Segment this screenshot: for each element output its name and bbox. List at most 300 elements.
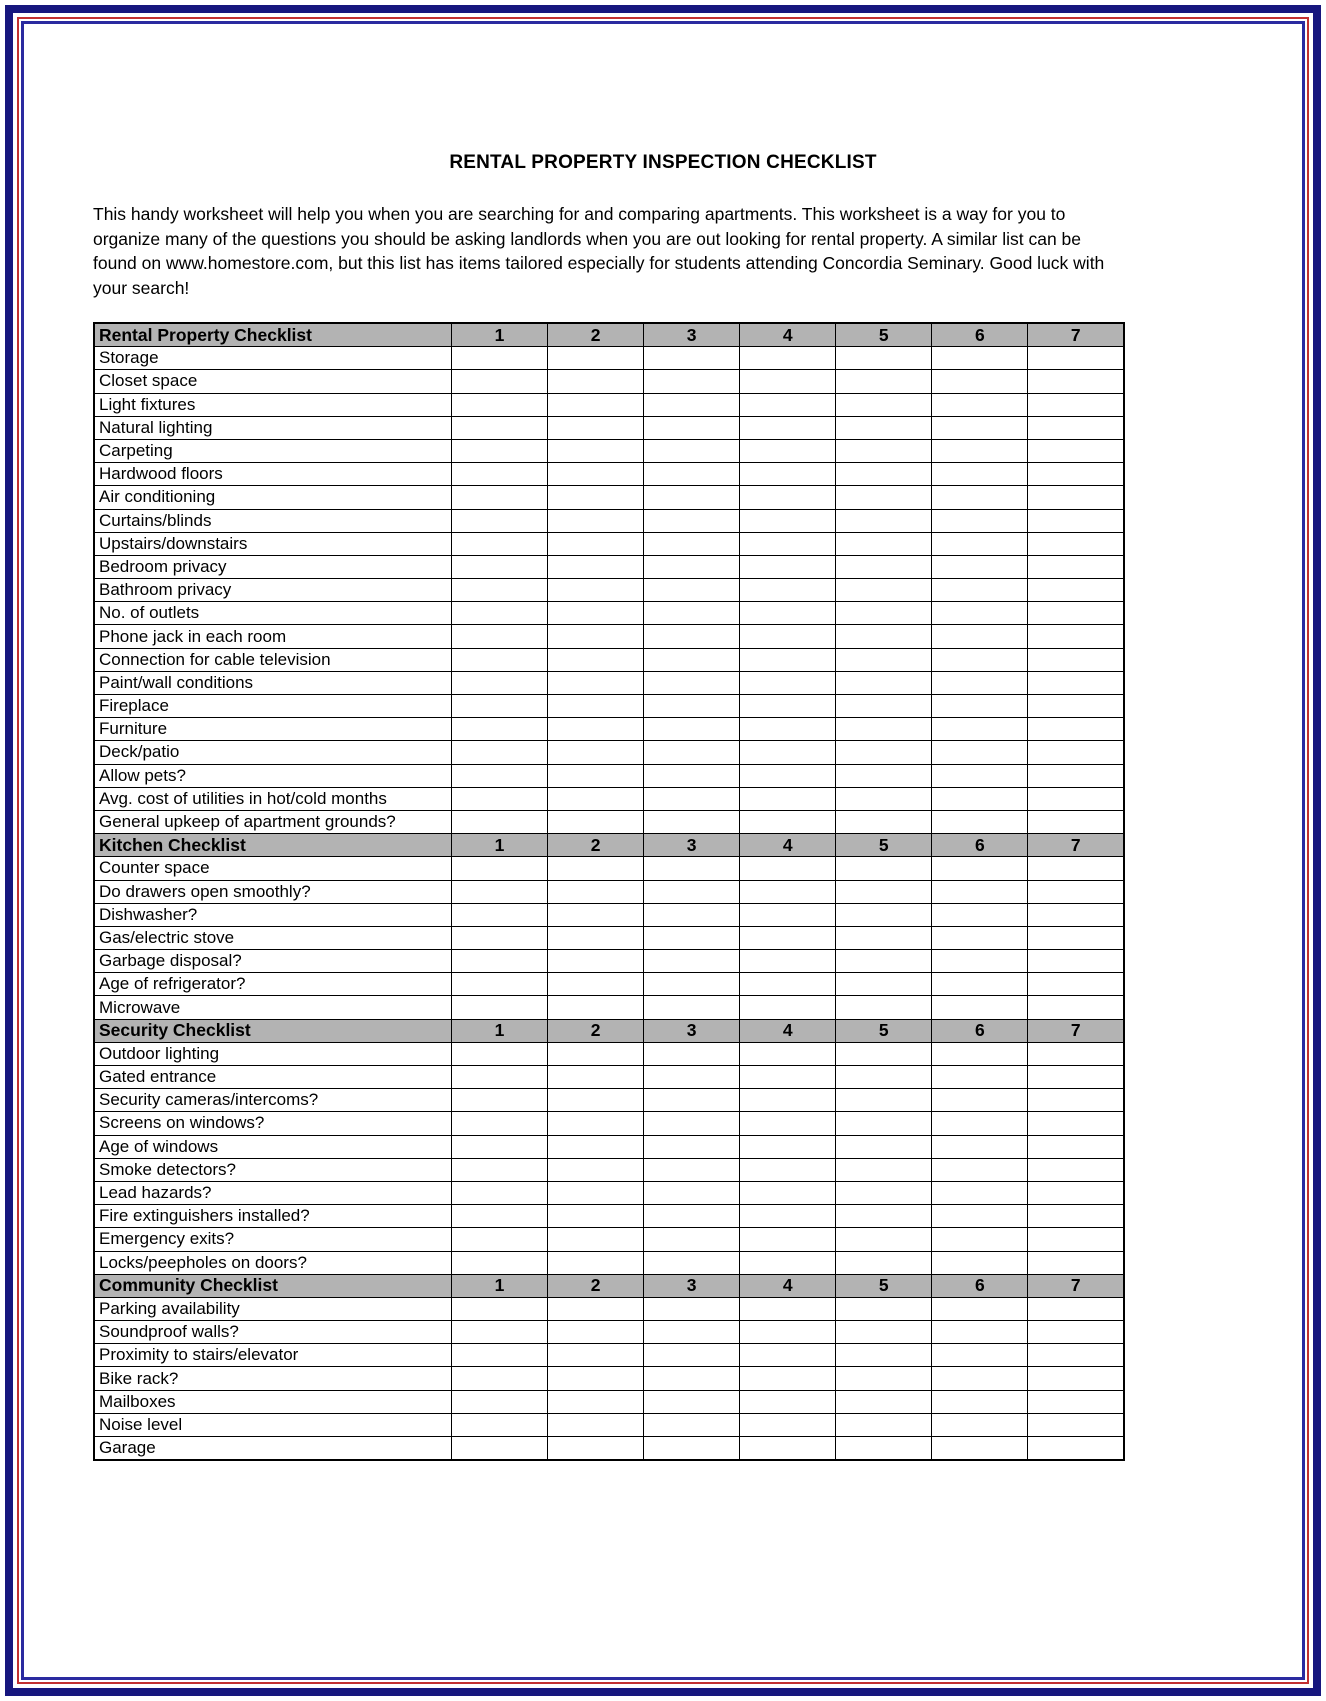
row-label: Bike rack? bbox=[94, 1367, 452, 1390]
checklist-cell bbox=[644, 996, 740, 1019]
column-header: 5 bbox=[836, 834, 932, 857]
checklist-cell bbox=[548, 439, 644, 462]
column-header: 5 bbox=[836, 1274, 932, 1297]
checklist-cell bbox=[836, 602, 932, 625]
checklist-cell bbox=[644, 1181, 740, 1204]
column-header: 6 bbox=[932, 323, 1028, 347]
row-label: Dishwasher? bbox=[94, 903, 452, 926]
checklist-cell bbox=[548, 1437, 644, 1461]
checklist-cell bbox=[452, 880, 548, 903]
checklist-cell bbox=[1028, 1205, 1124, 1228]
checklist-cell bbox=[452, 1437, 548, 1461]
checklist-cell bbox=[1028, 1413, 1124, 1436]
checklist-cell bbox=[452, 857, 548, 880]
page-content bbox=[93, 0, 1233, 1461]
checklist-cell bbox=[548, 810, 644, 833]
checklist-cell bbox=[836, 787, 932, 810]
checklist-cell bbox=[932, 996, 1028, 1019]
checklist-cell bbox=[1028, 1321, 1124, 1344]
checklist-cell bbox=[548, 973, 644, 996]
checklist-cell bbox=[836, 1251, 932, 1274]
checklist-cell bbox=[836, 695, 932, 718]
checklist-cell bbox=[836, 880, 932, 903]
checklist-cell bbox=[836, 857, 932, 880]
column-header: 7 bbox=[1028, 323, 1124, 347]
checklist-cell bbox=[740, 718, 836, 741]
checklist-cell bbox=[452, 393, 548, 416]
checklist-cell bbox=[452, 439, 548, 462]
checklist-cell bbox=[740, 903, 836, 926]
checklist-cell bbox=[1028, 1135, 1124, 1158]
checklist-cell bbox=[836, 1390, 932, 1413]
row-label: Fireplace bbox=[94, 695, 452, 718]
checklist-cell bbox=[1028, 996, 1124, 1019]
checklist-cell bbox=[836, 973, 932, 996]
row-label: Smoke detectors? bbox=[94, 1158, 452, 1181]
checklist-cell bbox=[644, 787, 740, 810]
checklist-cell bbox=[836, 926, 932, 949]
row-label: Upstairs/downstairs bbox=[94, 532, 452, 555]
checklist-cell bbox=[548, 764, 644, 787]
checklist-cell bbox=[836, 579, 932, 602]
checklist-cell bbox=[452, 370, 548, 393]
checklist-cell bbox=[932, 416, 1028, 439]
checklist-cell bbox=[452, 1228, 548, 1251]
checklist-cell bbox=[644, 625, 740, 648]
checklist-row bbox=[94, 1135, 1124, 1158]
checklist-cell bbox=[644, 857, 740, 880]
checklist-cell bbox=[1028, 347, 1124, 370]
checklist-cell bbox=[836, 532, 932, 555]
checklist-cell bbox=[644, 1344, 740, 1367]
checklist-row bbox=[94, 810, 1124, 833]
checklist-cell bbox=[836, 1066, 932, 1089]
checklist-cell bbox=[548, 1228, 644, 1251]
checklist-cell bbox=[1028, 625, 1124, 648]
checklist-cell bbox=[932, 1158, 1028, 1181]
checklist-cell bbox=[1028, 950, 1124, 973]
checklist-cell bbox=[740, 926, 836, 949]
checklist-cell bbox=[548, 648, 644, 671]
checklist-cell bbox=[836, 1112, 932, 1135]
checklist-row bbox=[94, 625, 1124, 648]
checklist-cell bbox=[452, 1181, 548, 1204]
checklist-cell bbox=[1028, 1390, 1124, 1413]
checklist-cell bbox=[740, 370, 836, 393]
checklist-cell bbox=[644, 579, 740, 602]
checklist-cell bbox=[932, 1367, 1028, 1390]
checklist-cell bbox=[1028, 416, 1124, 439]
row-label: Fire extinguishers installed? bbox=[94, 1205, 452, 1228]
checklist-row bbox=[94, 787, 1124, 810]
checklist-row bbox=[94, 973, 1124, 996]
checklist-cell bbox=[644, 1367, 740, 1390]
column-header: 3 bbox=[644, 1019, 740, 1042]
checklist-cell bbox=[740, 1413, 836, 1436]
column-header: 3 bbox=[644, 1274, 740, 1297]
checklist-cell bbox=[1028, 439, 1124, 462]
column-header: 3 bbox=[644, 834, 740, 857]
checklist-cell bbox=[452, 810, 548, 833]
checklist-cell bbox=[548, 486, 644, 509]
column-header: 4 bbox=[740, 1019, 836, 1042]
checklist-cell bbox=[548, 602, 644, 625]
row-label: No. of outlets bbox=[94, 602, 452, 625]
checklist-row bbox=[94, 996, 1124, 1019]
checklist-cell bbox=[740, 1344, 836, 1367]
row-label: Garbage disposal? bbox=[94, 950, 452, 973]
checklist-cell bbox=[548, 695, 644, 718]
checklist-row bbox=[94, 370, 1124, 393]
checklist-row bbox=[94, 602, 1124, 625]
row-label: Parking availability bbox=[94, 1297, 452, 1320]
column-header: 2 bbox=[548, 834, 644, 857]
row-label: Closet space bbox=[94, 370, 452, 393]
checklist-cell bbox=[740, 1181, 836, 1204]
checklist-row bbox=[94, 880, 1124, 903]
checklist-cell bbox=[740, 579, 836, 602]
checklist-cell bbox=[932, 787, 1028, 810]
column-header: 4 bbox=[740, 1274, 836, 1297]
column-header: 1 bbox=[452, 323, 548, 347]
checklist-cell bbox=[452, 1158, 548, 1181]
checklist-cell bbox=[548, 393, 644, 416]
checklist-cell bbox=[836, 463, 932, 486]
row-label: Avg. cost of utilities in hot/cold months bbox=[94, 787, 452, 810]
checklist-cell bbox=[548, 1089, 644, 1112]
column-header: 5 bbox=[836, 323, 932, 347]
checklist-row bbox=[94, 741, 1124, 764]
row-label: Age of refrigerator? bbox=[94, 973, 452, 996]
checklist-cell bbox=[932, 857, 1028, 880]
checklist-row bbox=[94, 1344, 1124, 1367]
checklist-cell bbox=[1028, 1228, 1124, 1251]
checklist-row bbox=[94, 695, 1124, 718]
checklist-cell bbox=[836, 1437, 932, 1461]
checklist-cell bbox=[932, 602, 1028, 625]
checklist-cell bbox=[548, 1297, 644, 1320]
checklist-cell bbox=[548, 926, 644, 949]
checklist-cell bbox=[836, 741, 932, 764]
checklist-cell bbox=[548, 1158, 644, 1181]
checklist-row bbox=[94, 718, 1124, 741]
checklist-cell bbox=[932, 1181, 1028, 1204]
checklist-cell bbox=[836, 1321, 932, 1344]
checklist-cell bbox=[644, 880, 740, 903]
checklist-cell bbox=[932, 486, 1028, 509]
checklist-cell bbox=[452, 741, 548, 764]
checklist-cell bbox=[644, 486, 740, 509]
checklist-cell bbox=[548, 416, 644, 439]
section-header-row bbox=[94, 834, 1124, 857]
column-header: 7 bbox=[1028, 834, 1124, 857]
checklist-row bbox=[94, 1367, 1124, 1390]
checklist-cell bbox=[740, 486, 836, 509]
checklist-cell bbox=[548, 532, 644, 555]
checklist-cell bbox=[836, 416, 932, 439]
checklist-cell bbox=[452, 1321, 548, 1344]
checklist-cell bbox=[932, 950, 1028, 973]
row-label: Storage bbox=[94, 347, 452, 370]
intro-paragraph: This handy worksheet will help you when you are searching for and comparing apartments. This worksheet is a way for you to organize many of the questions you should be asking landlords when you are out looking for rental property. A similar list can be found on www.homestore.com, but this list has items tailored especially for students attending Concordia Seminary. Good luck with your search! bbox=[93, 204, 1105, 298]
checklist-row bbox=[94, 1066, 1124, 1089]
checklist-cell bbox=[740, 509, 836, 532]
checklist-cell bbox=[644, 1158, 740, 1181]
checklist-cell bbox=[932, 973, 1028, 996]
checklist-cell bbox=[452, 555, 548, 578]
checklist-cell bbox=[452, 1297, 548, 1320]
checklist-cell bbox=[740, 1228, 836, 1251]
section-header-row bbox=[94, 323, 1124, 347]
column-header: 1 bbox=[452, 1019, 548, 1042]
checklist-cell bbox=[548, 579, 644, 602]
checklist-cell bbox=[452, 950, 548, 973]
checklist-cell bbox=[644, 903, 740, 926]
checklist-cell bbox=[452, 764, 548, 787]
checklist-cell bbox=[452, 532, 548, 555]
checklist-cell bbox=[932, 1089, 1028, 1112]
checklist-cell bbox=[740, 1321, 836, 1344]
row-label: Microwave bbox=[94, 996, 452, 1019]
checklist-cell bbox=[644, 718, 740, 741]
checklist-cell bbox=[740, 810, 836, 833]
checklist-cell bbox=[548, 1066, 644, 1089]
checklist-cell bbox=[452, 1042, 548, 1065]
checklist-cell bbox=[932, 903, 1028, 926]
checklist-cell bbox=[740, 950, 836, 973]
checklist-cell bbox=[740, 555, 836, 578]
checklist-cell bbox=[932, 509, 1028, 532]
checklist-cell bbox=[644, 1042, 740, 1065]
checklist-row bbox=[94, 1228, 1124, 1251]
checklist-row bbox=[94, 393, 1124, 416]
checklist-cell bbox=[836, 1089, 932, 1112]
checklist-cell bbox=[836, 648, 932, 671]
checklist-cell bbox=[1028, 555, 1124, 578]
column-header: 6 bbox=[932, 1274, 1028, 1297]
checklist-row bbox=[94, 1089, 1124, 1112]
checklist-cell bbox=[932, 579, 1028, 602]
checklist-cell bbox=[740, 1437, 836, 1461]
checklist-cell bbox=[740, 416, 836, 439]
checklist-cell bbox=[932, 1297, 1028, 1320]
checklist-row bbox=[94, 950, 1124, 973]
row-label: Carpeting bbox=[94, 439, 452, 462]
row-label: Allow pets? bbox=[94, 764, 452, 787]
checklist-cell bbox=[452, 903, 548, 926]
checklist-cell bbox=[836, 950, 932, 973]
checklist-cell bbox=[452, 1390, 548, 1413]
page-title: RENTAL PROPERTY INSPECTION CHECKLIST bbox=[449, 152, 877, 173]
checklist-cell bbox=[452, 486, 548, 509]
checklist-cell bbox=[932, 393, 1028, 416]
checklist-cell bbox=[644, 602, 740, 625]
checklist-cell bbox=[1028, 973, 1124, 996]
checklist-cell bbox=[740, 1112, 836, 1135]
checklist-cell bbox=[932, 1228, 1028, 1251]
checklist-cell bbox=[644, 1205, 740, 1228]
checklist-cell bbox=[932, 347, 1028, 370]
checklist-cell bbox=[836, 1228, 932, 1251]
row-label: Security cameras/intercoms? bbox=[94, 1089, 452, 1112]
checklist-cell bbox=[740, 463, 836, 486]
checklist-cell bbox=[644, 926, 740, 949]
section-header-label: Security Checklist bbox=[94, 1019, 452, 1042]
checklist-cell bbox=[836, 1205, 932, 1228]
checklist-cell bbox=[1028, 509, 1124, 532]
row-label: Outdoor lighting bbox=[94, 1042, 452, 1065]
row-label: Natural lighting bbox=[94, 416, 452, 439]
checklist-cell bbox=[452, 695, 548, 718]
row-label: Connection for cable television bbox=[94, 648, 452, 671]
checklist-cell bbox=[836, 810, 932, 833]
checklist-cell bbox=[644, 764, 740, 787]
checklist-cell bbox=[644, 973, 740, 996]
checklist-cell bbox=[1028, 1158, 1124, 1181]
checklist-cell bbox=[1028, 741, 1124, 764]
checklist-row bbox=[94, 1413, 1124, 1436]
checklist-cell bbox=[644, 555, 740, 578]
checklist-cell bbox=[836, 1135, 932, 1158]
checklist-cell bbox=[740, 1390, 836, 1413]
checklist-cell bbox=[932, 1066, 1028, 1089]
checklist-cell bbox=[644, 950, 740, 973]
checklist-cell bbox=[932, 648, 1028, 671]
checklist-row bbox=[94, 486, 1124, 509]
checklist-cell bbox=[548, 880, 644, 903]
checklist-cell bbox=[452, 996, 548, 1019]
checklist-cell bbox=[740, 602, 836, 625]
checklist-cell bbox=[644, 741, 740, 764]
checklist-cell bbox=[932, 555, 1028, 578]
checklist-cell bbox=[836, 370, 932, 393]
checklist-cell bbox=[548, 950, 644, 973]
checklist-cell bbox=[644, 347, 740, 370]
checklist-cell bbox=[740, 880, 836, 903]
checklist-cell bbox=[1028, 764, 1124, 787]
checklist-cell bbox=[548, 1321, 644, 1344]
checklist-cell bbox=[644, 532, 740, 555]
checklist-cell bbox=[932, 1205, 1028, 1228]
checklist-cell bbox=[548, 996, 644, 1019]
checklist-cell bbox=[932, 1390, 1028, 1413]
checklist-cell bbox=[740, 1251, 836, 1274]
column-header: 1 bbox=[452, 834, 548, 857]
checklist-cell bbox=[740, 671, 836, 694]
checklist-row bbox=[94, 532, 1124, 555]
checklist-row bbox=[94, 926, 1124, 949]
checklist-cell bbox=[740, 695, 836, 718]
row-label: Light fixtures bbox=[94, 393, 452, 416]
checklist-cell bbox=[740, 764, 836, 787]
checklist-row bbox=[94, 671, 1124, 694]
column-header: 6 bbox=[932, 1019, 1028, 1042]
checklist-cell bbox=[548, 1112, 644, 1135]
section-header-row bbox=[94, 1274, 1124, 1297]
checklist-cell bbox=[452, 625, 548, 648]
checklist-cell bbox=[1028, 1112, 1124, 1135]
checklist-cell bbox=[932, 625, 1028, 648]
checklist-cell bbox=[452, 463, 548, 486]
row-label: Furniture bbox=[94, 718, 452, 741]
checklist-cell bbox=[740, 1042, 836, 1065]
checklist-table-body bbox=[94, 323, 1124, 1460]
column-header: 5 bbox=[836, 1019, 932, 1042]
row-label: Mailboxes bbox=[94, 1390, 452, 1413]
checklist-cell bbox=[452, 648, 548, 671]
checklist-row bbox=[94, 1042, 1124, 1065]
checklist-cell bbox=[1028, 1367, 1124, 1390]
checklist-cell bbox=[452, 1205, 548, 1228]
checklist-cell bbox=[548, 1135, 644, 1158]
checklist-row bbox=[94, 1297, 1124, 1320]
checklist-cell bbox=[932, 532, 1028, 555]
checklist-cell bbox=[836, 1413, 932, 1436]
checklist-cell bbox=[452, 347, 548, 370]
row-label: Phone jack in each room bbox=[94, 625, 452, 648]
checklist-row bbox=[94, 1251, 1124, 1274]
checklist-cell bbox=[548, 1181, 644, 1204]
column-header: 7 bbox=[1028, 1019, 1124, 1042]
checklist-cell bbox=[1028, 857, 1124, 880]
checklist-cell bbox=[740, 787, 836, 810]
checklist-row bbox=[94, 1181, 1124, 1204]
checklist-cell bbox=[932, 439, 1028, 462]
checklist-cell bbox=[644, 1251, 740, 1274]
checklist-cell bbox=[548, 903, 644, 926]
checklist-cell bbox=[548, 1251, 644, 1274]
checklist-row bbox=[94, 764, 1124, 787]
checklist-row bbox=[94, 579, 1124, 602]
checklist-cell bbox=[644, 1437, 740, 1461]
checklist-cell bbox=[1028, 1251, 1124, 1274]
checklist-cell bbox=[740, 625, 836, 648]
checklist-cell bbox=[836, 1181, 932, 1204]
checklist-cell bbox=[1028, 1437, 1124, 1461]
checklist-cell bbox=[644, 695, 740, 718]
checklist-cell bbox=[740, 741, 836, 764]
checklist-cell bbox=[932, 1112, 1028, 1135]
row-label: Paint/wall conditions bbox=[94, 671, 452, 694]
checklist-row bbox=[94, 1112, 1124, 1135]
checklist-cell bbox=[644, 1135, 740, 1158]
checklist-cell bbox=[644, 671, 740, 694]
checklist-row bbox=[94, 1321, 1124, 1344]
checklist-cell bbox=[932, 880, 1028, 903]
checklist-cell bbox=[1028, 393, 1124, 416]
checklist-cell bbox=[644, 1413, 740, 1436]
checklist-cell bbox=[740, 439, 836, 462]
checklist-cell bbox=[1028, 695, 1124, 718]
checklist-cell bbox=[452, 1089, 548, 1112]
checklist-cell bbox=[932, 1251, 1028, 1274]
column-header: 2 bbox=[548, 1019, 644, 1042]
section-header-label: Community Checklist bbox=[94, 1274, 452, 1297]
checklist-cell bbox=[644, 1089, 740, 1112]
row-label: Hardwood floors bbox=[94, 463, 452, 486]
checklist-cell bbox=[1028, 648, 1124, 671]
checklist-cell bbox=[1028, 579, 1124, 602]
checklist-row bbox=[94, 1390, 1124, 1413]
row-label: Screens on windows? bbox=[94, 1112, 452, 1135]
column-header: 4 bbox=[740, 323, 836, 347]
checklist-row bbox=[94, 439, 1124, 462]
checklist-cell bbox=[1028, 1042, 1124, 1065]
checklist-cell bbox=[932, 926, 1028, 949]
checklist-cell bbox=[452, 509, 548, 532]
checklist-cell bbox=[452, 602, 548, 625]
checklist-row bbox=[94, 416, 1124, 439]
